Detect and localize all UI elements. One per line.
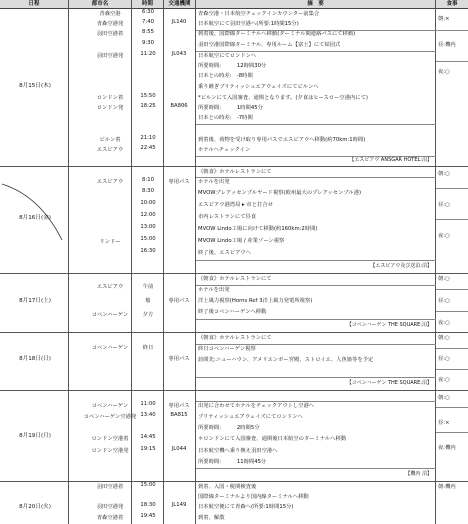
time-cell: 8:30 <box>142 188 154 194</box>
time-cell: 11:00 <box>140 401 156 407</box>
divider <box>196 377 436 378</box>
time-cell: 13:40 <box>140 412 156 418</box>
day-date: 8月19日(月) <box>19 433 51 439</box>
detail-line: 《朝食》ホテルレストランにて <box>198 276 272 282</box>
detail-line: *ビルンにて入国審査、通関となります。(夕食はヒースロー空港内にて) <box>198 95 368 101</box>
divider <box>436 188 468 189</box>
day-date: 8月17日(土) <box>19 298 51 304</box>
detail-line: 羽田空港国際線ターミナル、専用ルーム【富士】にて結団式 <box>198 42 341 48</box>
day-row <box>0 391 468 482</box>
place-cell: 羽田空港発 <box>96 53 124 59</box>
divider <box>436 432 468 433</box>
detail-line: 到着、入国・税関検査後 <box>198 484 257 490</box>
time-cell: 12:00 <box>140 212 156 218</box>
divider <box>196 51 436 52</box>
detail-line: ブリティッシュエアウェイズにてロンドンへ <box>198 414 303 420</box>
detail-line: 国際線ターミナルより国内線ターミナルへ移動 <box>198 494 309 500</box>
place-cell: コペンハーゲン空港発 <box>83 414 137 420</box>
place-cell: ロンドン着 <box>96 95 124 101</box>
transport-cell: 専用バス <box>168 298 190 304</box>
flight-number: JL149 <box>171 502 187 508</box>
detail-line: MVOW Lindo工場 / 産業ゾーン視察 <box>198 238 285 244</box>
day-date: 8月18日(日) <box>19 356 51 362</box>
detail-line: 《朝食》ホテルレストランにて <box>198 169 272 175</box>
detail-line: 出発に合わせてホテルをチェックアウトし空港へ <box>198 403 315 409</box>
divider <box>436 369 468 370</box>
day-row <box>0 167 468 274</box>
hotel-label: 【エスビアウ及び送泊:泊】 <box>370 263 432 269</box>
day-row <box>0 333 468 391</box>
header-detail: 摘 要 <box>196 0 435 9</box>
time-cell: 18:30 <box>140 502 156 508</box>
time-cell: 22:45 <box>140 145 156 151</box>
detail-line: 《朝食》ホテルレストランにて <box>198 335 272 341</box>
hotel-label: 【エスビアウ ANSGAR HOTEL:泊】 <box>349 157 432 163</box>
divider <box>436 30 468 31</box>
divider <box>196 177 436 178</box>
time-cell: 10:00 <box>140 200 156 206</box>
detail-line: エスビアウ港湾局 ▸ 市と打合せ <box>198 202 273 208</box>
divider <box>436 348 468 349</box>
detail-line: ＊ロンドンにて入国審査、通関後日本航空のターミナルへ移動 <box>198 436 347 442</box>
divider <box>436 61 468 62</box>
detail-line: 所要時間: 2時間5分 <box>198 425 260 431</box>
place-cell: コペンハーゲン <box>91 345 129 351</box>
detail-line: 日本航空にてロンドンへ <box>198 53 257 59</box>
meal-dinner: 夜:機内 <box>438 445 456 451</box>
time-cell: 16:30 <box>140 248 156 254</box>
day-date: 8月20日(火) <box>19 504 51 510</box>
hotel-label: 【コペンハーゲン THE SQUARE:泊】 <box>346 322 432 328</box>
divider <box>436 289 468 290</box>
meal-dinner: 夜:○ <box>438 69 450 75</box>
divider <box>196 156 436 157</box>
time-cell: 13:00 <box>140 224 156 230</box>
divider <box>196 124 436 125</box>
meal-breakfast: 朝:○ <box>438 276 450 282</box>
hotel-label: 【機内 泊】 <box>405 471 432 477</box>
divider <box>196 468 436 469</box>
time-cell: 船 <box>145 298 151 304</box>
detail-line: 所要時間: 12時間30分 <box>198 63 267 69</box>
place-cell: エスビアウ <box>96 284 124 290</box>
detail-line: 青森空港・日本航空チェックインカウンター前集合 <box>198 11 320 17</box>
detail-line: 到着、解散 <box>198 515 225 521</box>
detail-line: 終了後、エスビアウへ <box>198 250 251 256</box>
time-cell: 19:45 <box>140 513 156 519</box>
transport-cell: 専用バス <box>168 179 190 185</box>
header-time: 時間 <box>132 0 163 9</box>
transport-cell: 専用バス <box>168 356 190 362</box>
place-cell: エスビアウ <box>96 179 124 185</box>
day-row <box>0 9 468 167</box>
meal-lunch: 昼:機内 <box>438 42 456 48</box>
detail-line: 所要時間: 1時間45分 <box>198 105 263 111</box>
day-date: 8月16日(金) <box>19 215 51 221</box>
divider <box>196 319 436 320</box>
place-cell: 青森空港発 <box>96 21 124 27</box>
detail-line: 日本との時差: -8時間 <box>198 73 253 79</box>
detail-line: 日本航空便にて青森へ(所要:1時間15分) <box>198 504 294 510</box>
place-cell: ビルン着 <box>99 137 121 143</box>
place-cell: リンドー <box>99 239 121 245</box>
meal-lunch: 昼:× <box>438 420 450 426</box>
time-cell: 9:30 <box>142 40 154 46</box>
detail-line: MVOWブレアッセンブルヤード視察(欧州最大のプレアッセンブル港) <box>198 190 362 196</box>
detail-line: 到着後、荷物を受け取り専用バスでエスビアウへ移動(約70km:1時間) <box>198 137 366 143</box>
meal-dinner: 夜:○ <box>438 377 450 383</box>
detail-line: 市内レストランにて昼食 <box>198 214 257 220</box>
divider <box>196 30 436 31</box>
time-cell: 19:15 <box>140 446 156 452</box>
detail-line: 洋上風力視察(Horns Ref 3洋上風力発電所視察) <box>198 298 313 304</box>
time-cell: 15:00 <box>140 236 156 242</box>
detail-line: 日本との時差: -7時間 <box>198 115 253 121</box>
detail-line: ホテルへチェックイン <box>198 147 251 153</box>
place-cell: 羽田空港発 <box>96 504 124 510</box>
divider <box>436 219 468 220</box>
detail-line: ホテルを出発 <box>198 287 230 293</box>
day-row <box>0 482 468 524</box>
detail-line: 終日コペンハーゲン視察 <box>198 346 256 352</box>
header-date: 日程 <box>0 0 68 9</box>
day-row <box>0 274 468 333</box>
time-cell: 6:30 <box>142 9 154 15</box>
place-cell: 青森空港 <box>99 11 121 17</box>
detail-line: 終了後コペンハーゲンへ移動 <box>198 309 267 315</box>
divider <box>196 401 436 402</box>
divider <box>196 344 436 345</box>
detail-line: 日本航空にて羽田空港へ(所要:1時間15分) <box>198 21 299 27</box>
divider <box>196 285 436 286</box>
flight-number: BA815 <box>170 412 188 418</box>
header-place: 都市名 <box>69 0 131 9</box>
meal-dinner: 夜:○ <box>438 320 450 326</box>
divider <box>436 311 468 312</box>
transport-cell: 専用バス <box>168 403 190 409</box>
day-date: 8月15日(木) <box>19 83 51 89</box>
time-cell: 14:45 <box>140 434 156 440</box>
flight-number: JL044 <box>171 446 187 452</box>
divider <box>436 407 468 408</box>
flight-number: BA806 <box>170 103 188 109</box>
place-cell: ロンドン発 <box>96 105 124 111</box>
meal-lunch: 昼:○ <box>438 298 450 304</box>
detail-line: 所要時間: 11時間45分 <box>198 459 267 465</box>
header-transport: 交通機関 <box>164 0 195 9</box>
time-cell: 8:55 <box>142 29 154 35</box>
detail-line: ホテルを出発 <box>198 179 230 185</box>
time-cell: 7:40 <box>142 19 154 25</box>
divider <box>196 260 436 261</box>
flight-number: JL043 <box>171 51 187 57</box>
time-cell: 18:25 <box>140 103 156 109</box>
meal-lunch: 昼:○ <box>438 356 450 362</box>
place-cell: 羽田空港着 <box>96 484 124 490</box>
meal-breakfast: 朝:○ <box>438 335 450 341</box>
time-cell: 21:10 <box>140 135 156 141</box>
detail-line: 訪問先:ニューハウン、アメリエンボー宮殿、ストロイエ、人魚姫等を予定 <box>198 357 374 363</box>
place-cell: コペンハーゲン <box>91 403 129 409</box>
place-cell: ロンドン空港発 <box>91 448 129 454</box>
detail-line: 乗り継ぎブリティッシュエアウェイズにてビルンへ <box>198 84 319 90</box>
detail-line: MVOW Lindo工場に向けて移動(約160km:2時間) <box>198 226 318 232</box>
detail-line: 到着後、国際線ターミナルへ移動(ターミナル間連絡バスにて移動) <box>198 31 356 37</box>
hotel-label: 【コペンハーゲン THE SQUARE:泊】 <box>346 380 432 386</box>
place-cell: エスビアウ <box>96 147 124 153</box>
header-meal: 食事 <box>436 0 468 9</box>
time-cell: 15:00 <box>140 482 156 488</box>
time-cell: 11:20 <box>140 51 156 57</box>
meal-breakfast: 朝:機内 <box>438 484 456 490</box>
time-cell: 夕方 <box>142 312 154 318</box>
meal-breakfast: 朝:○ <box>438 171 450 177</box>
flight-number: JL140 <box>171 19 187 25</box>
meal-lunch: 昼:○ <box>438 202 450 208</box>
meal-breakfast: 朝:× <box>438 16 450 22</box>
time-cell: 終日 <box>142 345 154 351</box>
place-cell: 青森空港着 <box>96 515 124 521</box>
place-cell: 羽田空港着 <box>96 31 124 37</box>
place-cell: コペンハーゲン <box>91 312 129 318</box>
place-cell: ロンドン空港着 <box>91 436 129 442</box>
meal-dinner: 夜:○ <box>438 233 450 239</box>
time-cell: 15:50 <box>140 93 156 99</box>
time-cell: 午前 <box>142 284 154 290</box>
time-cell: 8:10 <box>142 177 154 183</box>
meal-breakfast: 朝:○ <box>438 395 450 401</box>
detail-line: 日本航空機へ乗り換え羽田空港へ <box>198 448 278 454</box>
